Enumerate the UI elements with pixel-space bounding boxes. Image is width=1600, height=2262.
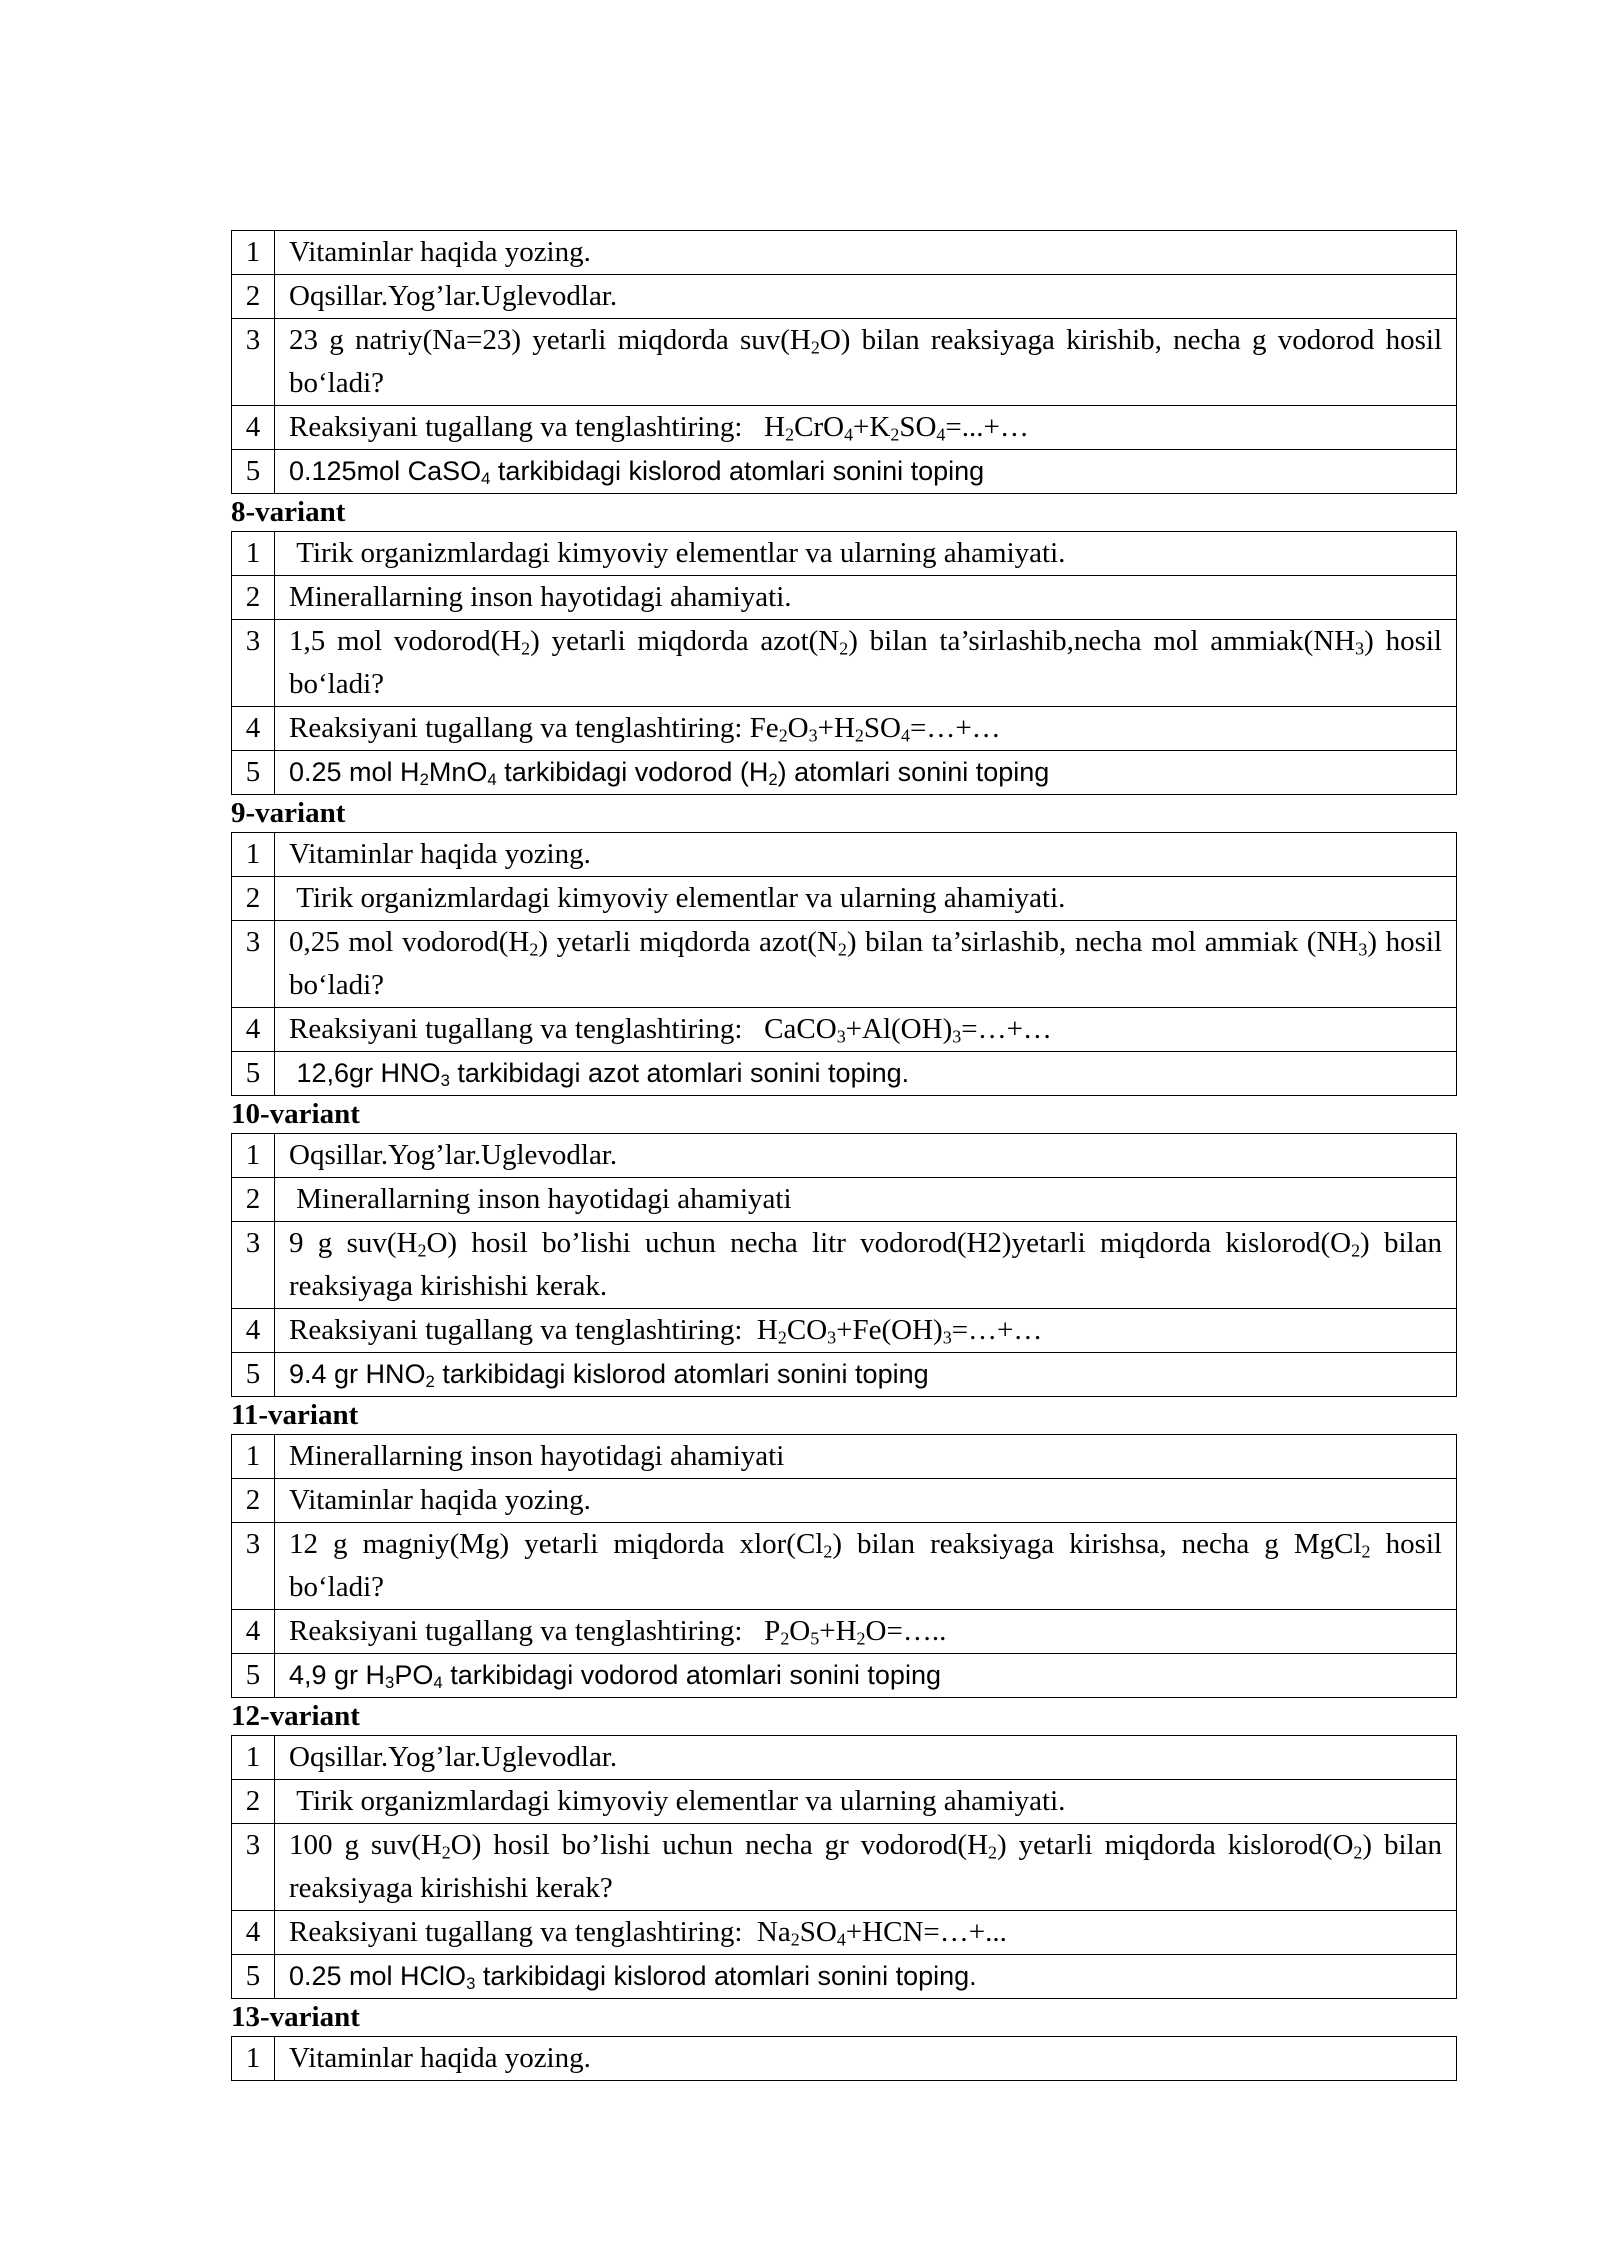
question-table <box>231 531 1457 795</box>
question-number: 3 <box>232 921 275 1008</box>
question-number: 2 <box>232 1780 275 1824</box>
question-text: Minerallarning inson hayotidagi ahamiyati <box>275 1178 1457 1222</box>
question-text: Oqsillar.Yog’lar.Uglevodlar. <box>275 1134 1457 1178</box>
question-text: Oqsillar.Yog’lar.Uglevodlar. <box>275 275 1457 319</box>
question-row <box>232 1178 1457 1222</box>
question-text: Tirik organizmlardagi kimyoviy elementlar va ularning ahamiyati. <box>275 877 1457 921</box>
question-number: 1 <box>232 2037 275 2081</box>
section-title-8-variant: 8-variant <box>231 496 346 528</box>
question-table <box>231 1735 1457 1999</box>
question-row <box>232 1052 1457 1096</box>
question-number: 1 <box>232 833 275 877</box>
question-row <box>232 532 1457 576</box>
section-title-13-variant: 13-variant <box>231 2001 360 2033</box>
question-table <box>231 832 1457 1096</box>
question-text: 4,9 gr $H_3PO_4$ tarkibidagi vodorod atomlari sonini toping <box>275 1654 1457 1698</box>
section-title-11-variant: 11-variant <box>231 1399 359 1431</box>
question-number: 4 <box>232 406 275 450</box>
question-number: 5 <box>232 751 275 795</box>
question-row <box>232 1353 1457 1397</box>
question-number: 1 <box>232 1435 275 1479</box>
question-row <box>232 1523 1457 1610</box>
question-row <box>232 576 1457 620</box>
question-number: 5 <box>232 1955 275 1999</box>
section-title-10-variant: 10-variant <box>231 1098 360 1130</box>
question-text: Vitaminlar haqida yozing. <box>275 833 1457 877</box>
question-text: 12 g magniy(Mg) yetarli miqdorda $xlor(Cl_2)$ bilan reaksiyaga kirishsa, necha g MgCl$_2$ hosil bo‘ladi? <box>275 1523 1457 1610</box>
question-number: 2 <box>232 1178 275 1222</box>
question-row <box>232 877 1457 921</box>
question-row <box>232 1309 1457 1353</box>
question-row <box>232 1654 1457 1698</box>
question-row <box>232 921 1457 1008</box>
question-text: Reaksiyani tugallang va tenglashtiring: $H_2CO_3+Fe(OH)_3=\dots+\dots$ <box>275 1309 1457 1353</box>
question-row <box>232 1222 1457 1309</box>
question-number: 2 <box>232 877 275 921</box>
question-text: Tirik organizmlardagi kimyoviy elementlar va ularning ahamiyati. <box>275 1780 1457 1824</box>
question-text: Reaksiyani tugallang va tenglashtiring: $P_2O_5+H_2O=\dots$.. <box>275 1610 1457 1654</box>
question-row <box>232 1008 1457 1052</box>
question-row <box>232 1780 1457 1824</box>
question-number: 4 <box>232 1911 275 1955</box>
question-text: 0,25 mol $vodorod(H_2)$ yetarli miqdorda $azot(N_2)$ bilan ta’sirlashib, necha mol ammiak $(NH_3)$ hosil bo‘ladi? <box>275 921 1457 1008</box>
question-text: 23 g natriy(Na=23) yetarli miqdorda $suv(H_2O)$ bilan reaksiyaga kirishib, necha g vodorod hosil bo‘ladi? <box>275 319 1457 406</box>
question-row <box>232 1479 1457 1523</box>
question-row <box>232 319 1457 406</box>
question-row <box>232 406 1457 450</box>
question-number: 4 <box>232 1610 275 1654</box>
question-text: Reaksiyani tugallang va tenglashtiring: $Na_2SO_4+HCN=\dots+$... <box>275 1911 1457 1955</box>
section-title-9-variant: 9-variant <box>231 797 346 829</box>
question-number: 5 <box>232 1052 275 1096</box>
question-row <box>232 1824 1457 1911</box>
question-row <box>232 1610 1457 1654</box>
question-text: Oqsillar.Yog’lar.Uglevodlar. <box>275 1736 1457 1780</box>
question-number: 3 <box>232 1824 275 1911</box>
question-row <box>232 231 1457 275</box>
question-table <box>231 230 1457 494</box>
question-text: 0.25 mol $H_2MnO_4$ tarkibidagi vodorod $(H_2)$ atomlari sonini toping <box>275 751 1457 795</box>
question-row <box>232 707 1457 751</box>
question-number: 1 <box>232 231 275 275</box>
question-row <box>232 450 1457 494</box>
question-text: Reaksiyani tugallang va tenglashtiring: $H_2CrO_4+K_2SO_4=...+\dots$ <box>275 406 1457 450</box>
question-number: 4 <box>232 707 275 751</box>
question-row <box>232 833 1457 877</box>
question-table <box>231 1133 1457 1397</box>
document-page <box>231 230 1457 2081</box>
question-text: 9 g $suv(H_2O)$ hosil bo’lishi uchun necha litr vodorod(H2)yetarli miqdorda $kislorod(O_2)$ bilan reaksiyaga kirishishi kerak. <box>275 1222 1457 1309</box>
question-number: 5 <box>232 450 275 494</box>
question-text: Tirik organizmlardagi kimyoviy elementlar va ularning ahamiyati. <box>275 532 1457 576</box>
question-row <box>232 620 1457 707</box>
question-row <box>232 1435 1457 1479</box>
question-number: 3 <box>232 1523 275 1610</box>
question-text: 1,5 mol $vodorod(H_2)$ yetarli miqdorda $azot(N_2)$ bilan ta’sirlashib,necha mol $ammiak(NH_3)$ hosil bo‘ladi? <box>275 620 1457 707</box>
question-text: Minerallarning inson hayotidagi ahamiyati <box>275 1435 1457 1479</box>
question-text: Reaksiyani tugallang va tenglashtiring: $CaCO_3+Al(OH)_3=\dots+\dots$ <box>275 1008 1457 1052</box>
question-row <box>232 751 1457 795</box>
question-text: Reaksiyani tugallang va tenglashtiring: $Fe_2O_3+H_2SO_4=\dots+\dots$ <box>275 707 1457 751</box>
question-number: 2 <box>232 275 275 319</box>
question-table <box>231 2036 1457 2081</box>
question-row <box>232 275 1457 319</box>
question-number: 2 <box>232 1479 275 1523</box>
question-text: 0.125mol CaSO$_4$ tarkibidagi kislorod atomlari sonini toping <box>275 450 1457 494</box>
question-number: 3 <box>232 319 275 406</box>
question-number: 4 <box>232 1309 275 1353</box>
question-number: 3 <box>232 620 275 707</box>
question-row <box>232 1134 1457 1178</box>
question-row <box>232 1955 1457 1999</box>
question-number: 5 <box>232 1654 275 1698</box>
question-number: 1 <box>232 532 275 576</box>
question-text: 100 g $suv(H_2O)$ hosil bo’lishi uchun necha gr $vodorod(H_2)$ yetarli miqdorda $kislorod(O_2)$ bilan reaksiyaga kirishishi kerak? <box>275 1824 1457 1911</box>
question-row <box>232 1736 1457 1780</box>
question-row <box>232 1911 1457 1955</box>
question-text: Vitaminlar haqida yozing. <box>275 2037 1457 2081</box>
question-number: 2 <box>232 576 275 620</box>
question-row <box>232 2037 1457 2081</box>
question-text: 12,6gr $HNO_3$ tarkibidagi azot atomlari sonini toping. <box>275 1052 1457 1096</box>
question-table <box>231 1434 1457 1698</box>
question-number: 3 <box>232 1222 275 1309</box>
question-text: Vitaminlar haqida yozing. <box>275 1479 1457 1523</box>
question-text: Minerallarning inson hayotidagi ahamiyati. <box>275 576 1457 620</box>
question-text: 9.4 gr $HNO_2$ tarkibidagi kislorod atomlari sonini toping <box>275 1353 1457 1397</box>
question-number: 1 <box>232 1134 275 1178</box>
question-text: 0.25 mol HClO$_3$ tarkibidagi kislorod atomlari sonini toping. <box>275 1955 1457 1999</box>
section-title-12-variant: 12-variant <box>231 1700 360 1732</box>
question-number: 5 <box>232 1353 275 1397</box>
question-number: 4 <box>232 1008 275 1052</box>
question-text: Vitaminlar haqida yozing. <box>275 231 1457 275</box>
question-number: 1 <box>232 1736 275 1780</box>
